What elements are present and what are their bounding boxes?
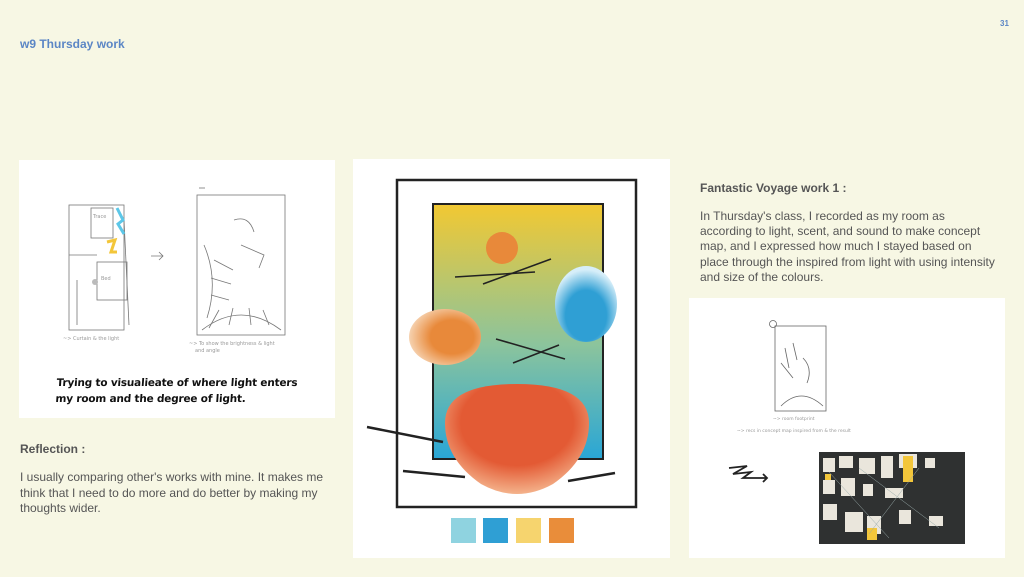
concept-map-card	[689, 298, 1005, 558]
svg-text:~> To show the brightness & li: ~> To show the brightness & light	[189, 341, 275, 347]
voyage-heading: Fantastic Voyage work 1 :	[700, 181, 847, 195]
svg-text:and angle: and angle	[195, 348, 220, 354]
page-title: w9 Thursday work	[20, 37, 125, 51]
palette-swatch	[483, 518, 508, 543]
reflection-heading: Reflection :	[20, 442, 86, 456]
reflection-body: I usually comparing other's works with mine. It makes me think that I need to do more and do better by making my thoughts wider.	[20, 470, 324, 516]
concept-map-sketch	[689, 298, 1005, 558]
concept-artwork	[353, 159, 670, 558]
palette-swatch	[516, 518, 541, 543]
sketch-caption: Trying to visualieate of where light enters my room and the degree of light.	[55, 377, 298, 405]
svg-text:Bed: Bed	[101, 276, 111, 282]
svg-text:~> room footprint: ~> room footprint	[773, 417, 815, 422]
palette-swatch	[549, 518, 574, 543]
svg-text:~> recs in concept map inspi: ~> recs in concept map inspired from & the result	[737, 429, 851, 434]
svg-text:Trace: Trace	[93, 214, 107, 220]
page-number: 31	[1000, 19, 1009, 28]
svg-text:~> Curtain & the light: ~> Curtain & the light	[63, 336, 120, 342]
palette-swatch	[451, 518, 476, 543]
voyage-body: In Thursday's class, I recorded as my room as according to light, scent, and sound to make concept map, and I expressed how much I stayed based on place through the inspired from light with using intensity and size of the colours.	[700, 209, 995, 284]
